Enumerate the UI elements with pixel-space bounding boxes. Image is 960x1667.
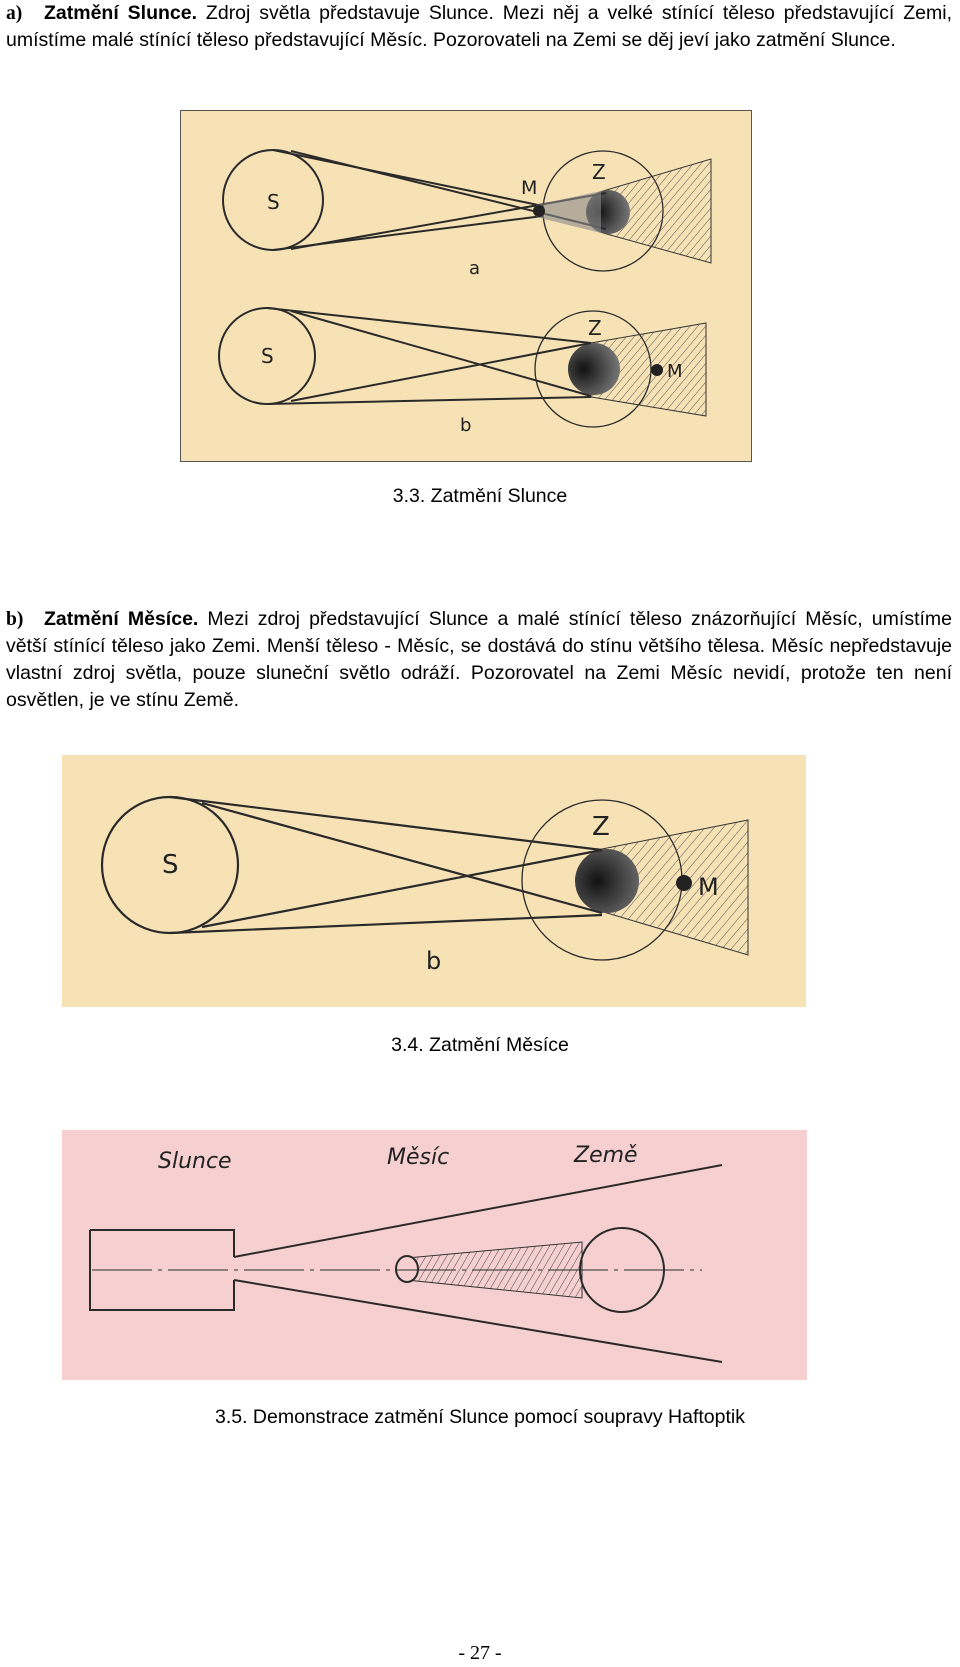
figure-solar-eclipse xyxy=(180,110,752,462)
label-panel: b xyxy=(426,947,442,975)
figure-lunar-eclipse xyxy=(62,755,806,1007)
label-earth-a: Z xyxy=(592,160,606,184)
section-a-paragraph xyxy=(6,0,952,54)
panel-b xyxy=(219,308,706,427)
page-number: - 27 - xyxy=(458,1642,502,1664)
section-a-marker: a) xyxy=(6,3,23,24)
panel-a xyxy=(223,150,711,271)
label-sun: S xyxy=(162,850,179,880)
moon-dot xyxy=(533,205,545,217)
label-panel-b: b xyxy=(460,415,472,436)
earth-disk-b xyxy=(568,343,620,395)
figure-33-caption: 3.3. Zatmění Slunce xyxy=(392,485,568,507)
label-moon-a: M xyxy=(521,177,538,199)
moon-ball xyxy=(396,1256,418,1282)
section-a-text: Zdroj světla představuje Slunce. Mezi něj a velké stínící těleso představující Zemi, umístíme malé stínící těleso představující Měsíc. Pozorovateli na Zemi se děj jeví jako zatmění Slunce. xyxy=(6,2,952,51)
section-b-heading: Zatmění Měsíce. xyxy=(44,608,199,630)
figure-34-caption: 3.4. Zatmění Měsíce xyxy=(391,1034,569,1056)
section-b-text: Mezi zdroj představující Slunce a malé stínící těleso znázorňující Měsíc, umístíme větší stínící těleso jako Zemi. Menší těleso - Měsíc, se dostává do stínu většího tělesa. Měsíc nepředstavuje vlastní zdroj světla, pouze sluneční světlo odráží. Pozorovatel na Zemi Měsíc nevidí, protože ten není osvětlen, je ve stínu Země. xyxy=(6,608,952,711)
label-panel-a: a xyxy=(469,258,481,279)
figure-35-caption: 3.5. Demonstrace zatmění Slunce pomocí soupravy Haftoptik xyxy=(214,1406,745,1428)
label-sun-a: S xyxy=(267,190,280,214)
label-mesic: Měsíc xyxy=(387,1145,450,1170)
moon-dot xyxy=(676,875,692,891)
label-moon-b: M xyxy=(667,361,683,382)
figure-haftoptik-demo xyxy=(62,1130,807,1380)
label-slunce: Slunce xyxy=(158,1149,232,1174)
section-a-heading: Zatmění Slunce. xyxy=(44,2,198,24)
label-moon: M xyxy=(698,873,719,901)
label-earth: Z xyxy=(592,812,610,842)
section-b-paragraph xyxy=(6,606,952,714)
earth-disk xyxy=(575,849,639,913)
section-b-marker: b) xyxy=(6,609,24,630)
label-sun-b: S xyxy=(261,344,274,368)
moon-dot-b xyxy=(651,364,663,376)
label-earth-b: Z xyxy=(588,316,602,340)
label-zeme: Země xyxy=(574,1143,638,1168)
